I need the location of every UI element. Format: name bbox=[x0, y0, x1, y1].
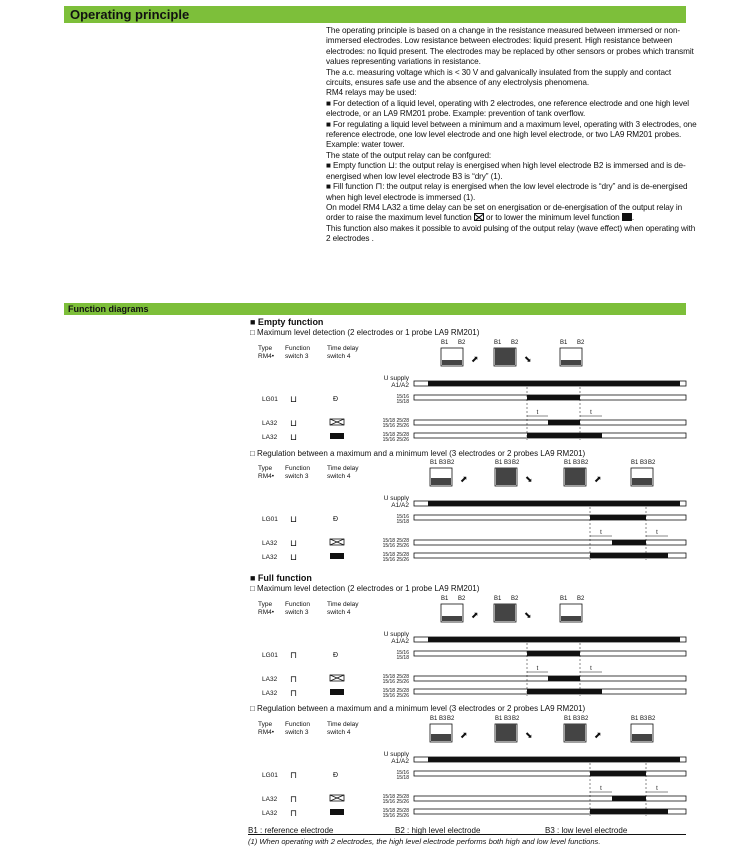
tank-liquid bbox=[431, 734, 451, 741]
switch4-label: switch 4 bbox=[327, 729, 351, 736]
la32-relay-bar-segment bbox=[590, 809, 668, 814]
lg01-label: LG01 bbox=[262, 772, 278, 779]
paragraph: RM4 relays may be used: bbox=[326, 88, 417, 98]
electrode-b1-label: B1 bbox=[560, 596, 568, 602]
la32-relay-bar-segment bbox=[527, 689, 602, 694]
fill-function-icon: ⊓ bbox=[290, 770, 298, 780]
no-delay-label: Ð bbox=[333, 652, 339, 659]
contact-label: 15/16 25/26 bbox=[382, 799, 409, 805]
arrow-up-icon: ⬈ bbox=[460, 730, 468, 740]
contact-label: 15/18 25/28 bbox=[382, 432, 409, 438]
supply-bar-segment bbox=[428, 381, 680, 386]
time-delay-t-label: t bbox=[600, 786, 602, 792]
paragraph: Example: water tower. bbox=[326, 140, 405, 150]
max-level-heading: □ Maximum level detection (2 electrodes or 1 probe LA9 RM201) bbox=[250, 584, 480, 593]
contact-label: 15/18 25/28 bbox=[382, 688, 409, 694]
function-label: Function bbox=[285, 721, 310, 728]
contact-label: 15/18 bbox=[396, 775, 409, 781]
empty-function-icon: ⊔ bbox=[290, 538, 298, 548]
rm4-label: RM4• bbox=[258, 473, 274, 480]
empty-function-icon: ⊔ bbox=[290, 514, 298, 524]
paragraph: The state of the output relay can be confgured: bbox=[326, 150, 492, 160]
tank-liquid bbox=[565, 468, 585, 485]
paragraph: The a.c. measuring voltage which is < 30 V and galvanically insulated from the supply and contact circuits, ensures safe use and the absence of any electrolysis phenomena. bbox=[326, 67, 672, 88]
usupply-label: U supply bbox=[383, 631, 409, 638]
tank-liquid bbox=[442, 360, 462, 365]
a1a2-label: A1/A2 bbox=[391, 502, 409, 509]
electrode-b2-label: B2 bbox=[648, 460, 656, 466]
electrode-b3-label: B3 bbox=[439, 460, 447, 466]
arrow-down-icon: ⬊ bbox=[524, 354, 532, 364]
regulation-heading: □ Regulation between a maximum and a minimum level (3 electrodes or 2 probes LA9 RM201) bbox=[250, 449, 586, 458]
a1a2-label: A1/A2 bbox=[391, 638, 409, 645]
legend-b1: B1 : reference electrode bbox=[248, 826, 334, 835]
electrode-b1-label: B1 bbox=[494, 340, 502, 346]
arrow-up-icon: ⬈ bbox=[460, 474, 468, 484]
electrode-b2-label: B2 bbox=[648, 716, 656, 722]
arrow-up-icon: ⬈ bbox=[471, 610, 479, 620]
legend-b2: B2 : high level electrode bbox=[395, 826, 481, 835]
lg01-relay-bar-segment bbox=[527, 651, 580, 656]
lg01-relay-bar-segment bbox=[590, 515, 646, 520]
time-delay-label: Time delay bbox=[327, 465, 359, 472]
lg01-label: LG01 bbox=[262, 396, 278, 403]
contact-label: 15/16 bbox=[396, 514, 409, 520]
electrode-b2-label: B2 bbox=[511, 340, 519, 346]
lg01-label: LG01 bbox=[262, 652, 278, 659]
electrode-b2-label: B2 bbox=[512, 460, 520, 466]
tank-liquid bbox=[561, 616, 581, 621]
usupply-label: U supply bbox=[383, 375, 409, 382]
time-delay-label: Time delay bbox=[327, 345, 359, 352]
switch3-label: switch 3 bbox=[285, 353, 309, 360]
arrow-down-icon: ⬊ bbox=[524, 610, 532, 620]
filled-box-icon bbox=[330, 809, 344, 815]
la32-relay-bar-segment bbox=[548, 676, 580, 681]
function-label: Function bbox=[285, 345, 310, 352]
empty-function-heading: ■ Empty function bbox=[250, 317, 324, 327]
arrow-up-icon: ⬈ bbox=[594, 730, 602, 740]
a1a2-label: A1/A2 bbox=[391, 758, 409, 765]
empty-function-icon: ⊔ bbox=[290, 552, 298, 562]
electrode-b2-label: B2 bbox=[511, 596, 519, 602]
la32-label: LA32 bbox=[262, 420, 278, 427]
switch3-label: switch 3 bbox=[285, 609, 309, 616]
paragraph: The operating principle is based on a change in the resistance measured between immersed or non-immersed electrodes. Low resistance between electrodes: liquid present. High resistance between electrodes: no liquid present. The electrodes may be replaced by other sensors or probes which transmit values representing variations in resistance. bbox=[326, 26, 694, 67]
la32-relay-bar-segment bbox=[548, 420, 580, 425]
type-label: Type bbox=[258, 345, 273, 352]
no-delay-label: Ð bbox=[333, 516, 339, 523]
divider bbox=[248, 834, 686, 835]
contact-label: 15/18 25/28 bbox=[382, 674, 409, 680]
electrode-b3-label: B3 bbox=[504, 460, 512, 466]
electrode-b1-label: B1 bbox=[495, 716, 503, 722]
paragraph: On model RM4 LA32 a time delay can be set on energisation or de-energisation of the output relay in order to raise the maximum level function or to lower the minimum level function . bbox=[326, 202, 683, 223]
function-label: Function bbox=[285, 465, 310, 472]
switch4-label: switch 4 bbox=[327, 609, 351, 616]
arrow-up-icon: ⬈ bbox=[471, 354, 479, 364]
electrode-b2-label: B2 bbox=[581, 460, 589, 466]
usupply-label: U supply bbox=[383, 495, 409, 502]
type-label: Type bbox=[258, 721, 273, 728]
contact-label: 15/16 25/26 bbox=[382, 543, 409, 549]
a1a2-label: A1/A2 bbox=[391, 382, 409, 389]
supply-bar-segment bbox=[428, 637, 680, 642]
electrode-b2-label: B2 bbox=[512, 716, 520, 722]
electrode-b2-label: B2 bbox=[581, 716, 589, 722]
tank-liquid bbox=[496, 468, 516, 485]
fill-function-icon: ⊓ bbox=[375, 182, 383, 193]
max-level-heading: □ Maximum level detection (2 electrodes or 1 probe LA9 RM201) bbox=[250, 328, 480, 337]
arrow-up-icon: ⬈ bbox=[594, 474, 602, 484]
contact-label: 15/18 25/28 bbox=[382, 418, 409, 424]
electrode-b1-label: B1 bbox=[564, 716, 572, 722]
electrode-b1-label: B1 bbox=[495, 460, 503, 466]
electrode-b3-label: B3 bbox=[573, 716, 581, 722]
electrode-b2-label: B2 bbox=[458, 596, 466, 602]
tank-liquid bbox=[632, 478, 652, 485]
la32-label: LA32 bbox=[262, 690, 278, 697]
type-label: Type bbox=[258, 601, 273, 608]
la32-relay-bar-segment bbox=[612, 540, 646, 545]
fill-function-icon: ⊓ bbox=[290, 674, 298, 684]
time-delay-t-label: t bbox=[600, 530, 602, 536]
contact-label: 15/16 25/26 bbox=[382, 813, 409, 819]
supply-bar-segment bbox=[428, 501, 680, 506]
fill-function-icon: ⊓ bbox=[290, 650, 298, 660]
regulation-heading: □ Regulation between a maximum and a minimum level (3 electrodes or 2 probes LA9 RM201) bbox=[250, 704, 586, 713]
fill-function-icon: ⊓ bbox=[290, 794, 298, 804]
contact-label: 15/16 25/26 bbox=[382, 437, 409, 443]
la32-label: LA32 bbox=[262, 796, 278, 803]
contact-label: 15/16 bbox=[396, 770, 409, 776]
lg01-label: LG01 bbox=[262, 516, 278, 523]
fill-function-icon: ⊓ bbox=[290, 688, 298, 698]
empty-function-icon: ⊔ bbox=[290, 394, 298, 404]
la32-label: LA32 bbox=[262, 810, 278, 817]
time-delay-t-label: t bbox=[590, 666, 592, 672]
contact-label: 15/18 25/28 bbox=[382, 808, 409, 814]
rm4-label: RM4• bbox=[258, 729, 274, 736]
tank-liquid bbox=[561, 360, 581, 365]
electrode-b1-label: B1 bbox=[631, 460, 639, 466]
switch3-label: switch 3 bbox=[285, 473, 309, 480]
lg01-relay-bar-segment bbox=[527, 395, 580, 400]
usupply-label: U supply bbox=[383, 751, 409, 758]
time-delay-t-label: t bbox=[590, 410, 592, 416]
section-header-function-diagrams: Function diagrams bbox=[64, 303, 686, 315]
contact-label: 15/18 25/28 bbox=[382, 552, 409, 558]
contact-label: 15/16 25/26 bbox=[382, 679, 409, 685]
electrode-b1-label: B1 bbox=[441, 596, 449, 602]
electrode-b1-label: B1 bbox=[441, 340, 449, 346]
electrode-b3-label: B3 bbox=[439, 716, 447, 722]
contact-label: 15/18 25/28 bbox=[382, 794, 409, 800]
electrode-b2-label: B2 bbox=[447, 460, 455, 466]
type-label: Type bbox=[258, 465, 273, 472]
contact-label: 15/18 bbox=[396, 519, 409, 525]
filled-box-icon bbox=[330, 689, 344, 695]
electrode-b1-label: B1 bbox=[631, 716, 639, 722]
lg01-relay-bar-segment bbox=[590, 771, 646, 776]
time-delay-label: Time delay bbox=[327, 721, 359, 728]
electrode-b2-label: B2 bbox=[458, 340, 466, 346]
arrow-down-icon: ⬊ bbox=[525, 474, 533, 484]
no-delay-label: Ð bbox=[333, 396, 339, 403]
time-delay-t-label: t bbox=[536, 410, 539, 416]
la32-relay-bar-segment bbox=[612, 796, 646, 801]
section-header-operating-principle: Operating principle bbox=[64, 6, 686, 23]
tank-liquid bbox=[442, 616, 462, 621]
paragraph: ■ For regulating a liquid level between a minimum and a maximum level, operating with 3 electrodes, one reference electrode, one low level electrode and one high level electrode, or two LA9 RM201 probes. bbox=[326, 119, 697, 140]
contact-label: 15/16 25/26 bbox=[382, 557, 409, 563]
electrode-b1-label: B1 bbox=[494, 596, 502, 602]
contact-label: 15/18 bbox=[396, 399, 409, 405]
electrode-b1-label: B1 bbox=[564, 460, 572, 466]
no-delay-label: Ð bbox=[333, 772, 339, 779]
tank-liquid bbox=[431, 478, 451, 485]
electrode-b2-label: B2 bbox=[447, 716, 455, 722]
arrow-down-icon: ⬊ bbox=[525, 730, 533, 740]
paragraph: This function also makes it possible to avoid pulsing of the output relay (wave effect) when operating with 2 electrodes . bbox=[326, 223, 696, 244]
rm4-label: RM4• bbox=[258, 609, 274, 616]
supply-bar-segment bbox=[428, 757, 680, 762]
time-delay-t-label: t bbox=[536, 666, 539, 672]
time-delay-t-label: t bbox=[656, 786, 658, 792]
electrode-b1-label: B1 bbox=[430, 460, 438, 466]
contact-label: 15/18 25/28 bbox=[382, 538, 409, 544]
full-function-heading: ■ Full function bbox=[250, 573, 312, 583]
tank-liquid bbox=[495, 604, 515, 621]
paragraph: ■ For detection of a liquid level, operating with 2 electrodes, one reference electrode and one high level electrode, or an LA9 RM201 probe. Example: prevention of tank overflow. bbox=[326, 98, 690, 119]
time-delay-label: Time delay bbox=[327, 601, 359, 608]
switch4-label: switch 4 bbox=[327, 473, 351, 480]
electrode-b3-label: B3 bbox=[640, 460, 648, 466]
paragraph: ■ Fill function ⊓: the output relay is energised when the low level electrode is “dry” and is de-energised when high level electrode is immersed (1). bbox=[326, 182, 688, 202]
filled-box-icon bbox=[330, 553, 344, 559]
la32-label: LA32 bbox=[262, 540, 278, 547]
paragraph: ■ Empty function ⊔: the output relay is energised when high level electrode B2 is immersed and is de-energised when low level electrode B3 is “dry” (1). bbox=[326, 161, 686, 181]
contact-label: 15/16 bbox=[396, 650, 409, 656]
electrode-b3-label: B3 bbox=[640, 716, 648, 722]
tank-liquid bbox=[495, 348, 515, 365]
la32-relay-bar-segment bbox=[527, 433, 602, 438]
contact-label: 15/18 bbox=[396, 655, 409, 661]
electrode-b2-label: B2 bbox=[577, 596, 585, 602]
contact-label: 15/16 bbox=[396, 394, 409, 400]
switch4-label: switch 4 bbox=[327, 353, 351, 360]
footnote: (1) When operating with 2 electrodes, the high level electrode performs both high and low level functions. bbox=[248, 837, 601, 846]
electrode-b3-label: B3 bbox=[504, 716, 512, 722]
rm4-label: RM4• bbox=[258, 353, 274, 360]
tank-liquid bbox=[565, 724, 585, 741]
electrode-b3-label: B3 bbox=[573, 460, 581, 466]
function-label: Function bbox=[285, 601, 310, 608]
empty-function-icon: ⊔ bbox=[290, 418, 298, 428]
contact-label: 15/16 25/26 bbox=[382, 693, 409, 699]
empty-function-icon: ⊔ bbox=[290, 432, 298, 442]
electrode-b1-label: B1 bbox=[560, 340, 568, 346]
switch3-label: switch 3 bbox=[285, 729, 309, 736]
fill-function-icon: ⊓ bbox=[290, 808, 298, 818]
la32-label: LA32 bbox=[262, 554, 278, 561]
tank-liquid bbox=[632, 734, 652, 741]
la32-label: LA32 bbox=[262, 434, 278, 441]
la32-label: LA32 bbox=[262, 676, 278, 683]
electrode-b2-label: B2 bbox=[577, 340, 585, 346]
legend-b3: B3 : low level electrode bbox=[545, 826, 628, 835]
tank-liquid bbox=[496, 724, 516, 741]
filled-box-icon bbox=[330, 433, 344, 439]
contact-label: 15/16 25/26 bbox=[382, 423, 409, 429]
la32-relay-bar-segment bbox=[590, 553, 668, 558]
empty-function-icon: ⊔ bbox=[387, 161, 395, 172]
electrode-b1-label: B1 bbox=[430, 716, 438, 722]
time-delay-t-label: t bbox=[656, 530, 658, 536]
